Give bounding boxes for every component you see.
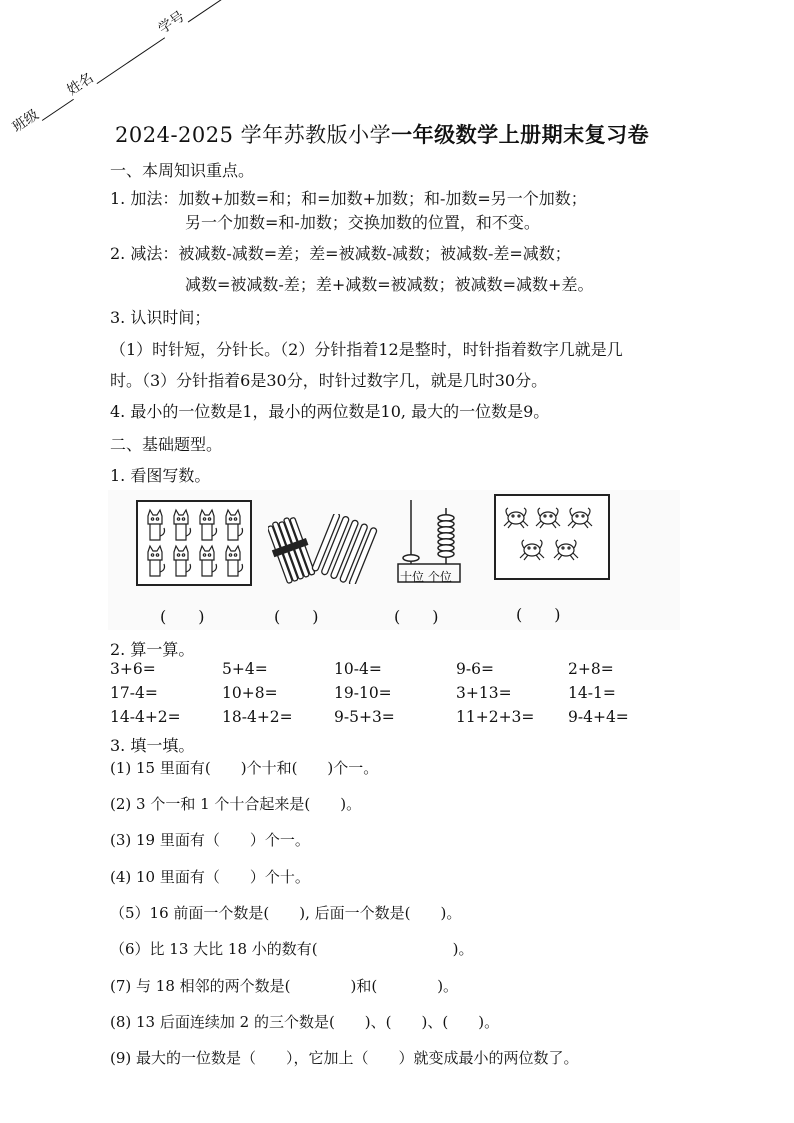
number-rule-line: 4. 最小的一位数是1，最小的两位数是10, 最大的一位数是9。 [110,402,550,421]
calc-item: 19-10= [334,684,392,702]
addition-rule-line2: 另一个加数=和-加数；交换加数的位置，和不变。 [185,213,540,232]
fill-item-6: （6）比 13 大比 18 小的数有( )。 [110,940,474,958]
id-blank[interactable] [188,0,222,23]
subtraction-rule-line1: 2. 减法：被减数-减数=差；差=被减数-减数；被减数-差=减数； [110,244,571,263]
class-label: 班级 [9,106,42,136]
calc-item: 5+4= [222,660,268,678]
fill-item-4: (4) 10 里面有（ ）个十。 [110,868,310,886]
fill-item-3: (3) 19 里面有（ ）个一。 [110,831,310,849]
calc-item: 3+13= [456,684,512,702]
q2-heading: 2. 算一算。 [110,640,195,659]
answer-abacus[interactable]: ( ) [394,607,439,626]
section2-heading: 二、基础题型。 [110,435,223,454]
time-rule-line1: （1）时针短，分针长。（2）分针指着12是整时，时针指着数字几就是几 [110,340,623,359]
addition-rule-line1: 1. 加法：加数+加数=和；和=加数+加数；和-加数=另一个加数； [110,189,587,208]
crabs-box [494,494,610,580]
title-plain: 2024-2025 学年苏教版小学 [115,123,392,147]
fill-item-1: (1) 15 里面有( )个十和( )个一。 [110,759,379,777]
subtraction-rule-line2: 减数=被减数-差；差+减数=被减数；被减数=减数+差。 [185,275,594,294]
fill-item-7: (7) 与 18 相邻的两个数是( )和( )。 [110,977,459,995]
calc-item: 3+6= [110,660,156,678]
name-label: 姓名 [64,69,97,99]
calc-item: 17-4= [110,684,158,702]
time-heading: 3. 认识时间； [110,308,211,327]
section1-heading: 一、本周知识重点。 [110,161,255,180]
calc-item: 18-4+2= [222,708,293,726]
sticks-bundle-icon [268,514,378,584]
q3-heading: 3. 填一填。 [110,736,195,755]
calc-item: 10+8= [222,684,278,702]
title-bold: 一年级数学上册期末复习卷 [391,122,650,147]
calc-item: 11+2+3= [456,708,535,726]
crab-icons [496,496,608,578]
fill-item-2: (2) 3 个一和 1 个十合起来是( )。 [110,795,362,813]
calc-item: 10-4= [334,660,382,678]
abacus-label: 十位 个位 [400,570,452,584]
fill-item-8: (8) 13 后面连续加 2 的三个数是( )、( )、( )。 [110,1013,500,1031]
calc-item: 2+8= [568,660,614,678]
page-title [115,119,649,149]
answer-sticks[interactable]: ( ) [274,607,319,626]
picture-strip [108,490,680,630]
cat-icons [138,502,250,584]
fill-item-9: (9) 最大的一位数是（ ），它加上（ ）就变成最小的两位数了。 [110,1049,579,1067]
calc-item: 14-1= [568,684,616,702]
name-blank[interactable] [97,37,166,84]
student-info-line [8,0,221,137]
class-blank[interactable] [42,99,74,121]
answer-crabs[interactable]: ( ) [516,605,561,624]
calc-item: 9-4+4= [568,708,629,726]
time-rule-line2: 时。（3）分针指着6是30分，时针过数字几，就是几时30分。 [110,371,548,390]
id-label: 学号 [155,8,188,38]
cats-box [136,500,252,586]
answer-cats[interactable]: ( ) [160,607,205,626]
fill-item-5: （5）16 前面一个数是( ), 后面一个数是( )。 [110,904,462,922]
calc-item: 9-5+3= [334,708,395,726]
calc-item: 14-4+2= [110,708,181,726]
calc-item: 9-6= [456,660,494,678]
q1-heading: 1. 看图写数。 [110,466,211,485]
